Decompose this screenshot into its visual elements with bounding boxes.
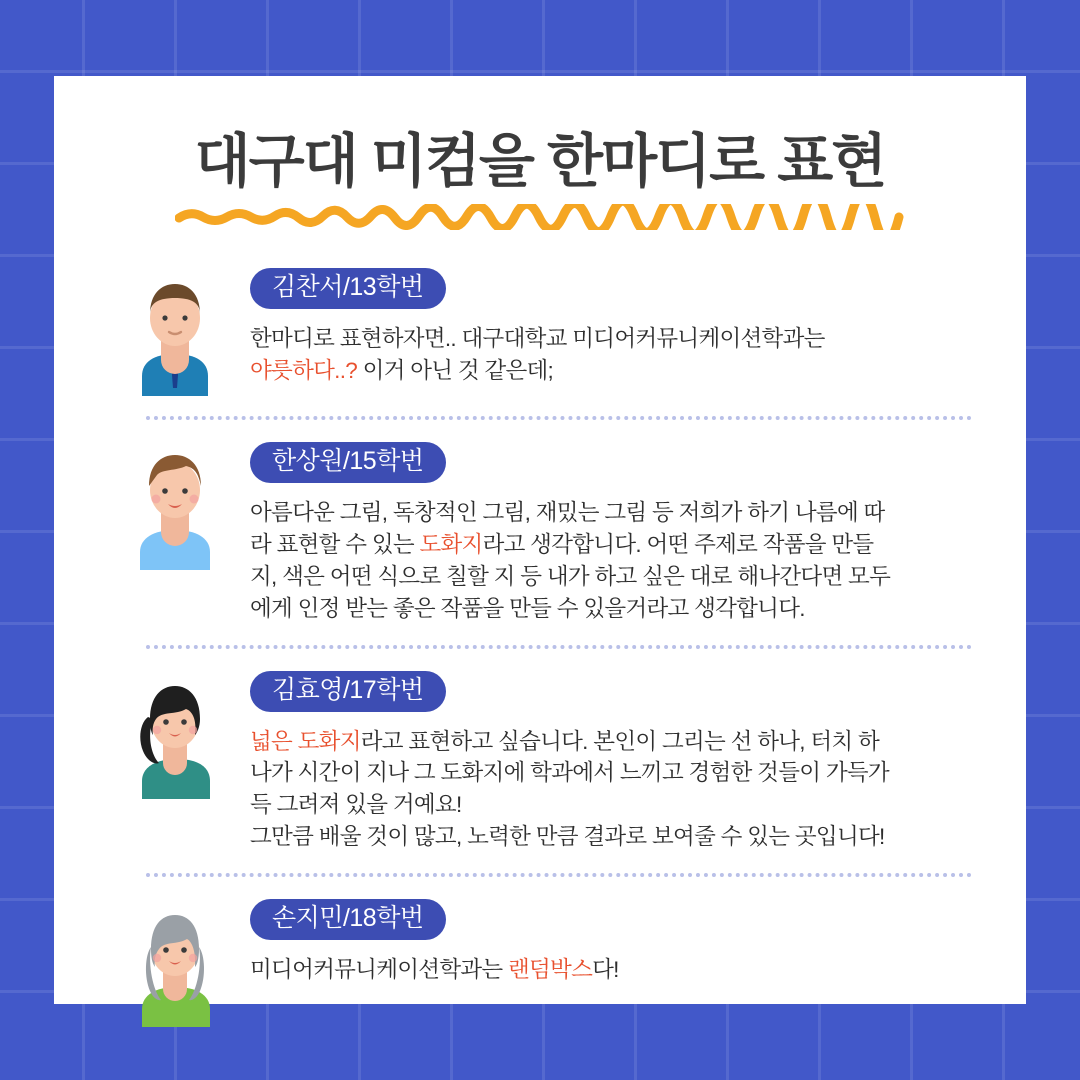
text-run: 미디어커뮤니케이션학과는 — [250, 957, 508, 983]
divider — [146, 873, 972, 877]
list-item — [100, 438, 986, 625]
text-run: 아름다운 그림, 독창적인 그림, 재밌는 그림 등 저희가 하기 나름에 따 — [250, 499, 885, 525]
divider — [146, 645, 972, 649]
text-run: 라고 표현하고 싶습니다. 본인이 그리는 선 하나, 터치 하 — [360, 728, 880, 754]
list-item — [100, 264, 986, 396]
text-run: 한마디로 표현하자면.. 대구대학교 미디어커뮤니케이션학과는 — [250, 325, 825, 351]
text-run: 다! — [592, 957, 619, 983]
divider — [146, 416, 972, 420]
text-run-highlight: 랜덤박스 — [507, 957, 593, 983]
avatar-female-black-hair-icon — [120, 673, 230, 799]
status-badge: 손지민/18학번 — [250, 899, 446, 940]
testimonial-body — [250, 438, 986, 625]
text-run: 그만큼 배울 것이 많고, 노력한 만큼 결과로 보여줄 수 있는 곳입니다! — [250, 824, 885, 850]
avatar — [100, 438, 250, 570]
avatar — [100, 895, 250, 1027]
testimonial-text — [250, 497, 986, 625]
text-run: 에게 인정 받는 좋은 작품을 만들 수 있을거라고 생각합니다. — [250, 595, 805, 621]
text-run: 득 그려져 있을 거예요! — [250, 792, 462, 818]
avatar — [100, 667, 250, 799]
testimonial-body — [250, 264, 986, 387]
text-run-highlight: 야릇하다..? — [250, 357, 358, 383]
status-badge: 김효영/17학번 — [250, 671, 446, 712]
text-run-highlight: 넓은 도화지 — [250, 728, 361, 754]
page-title: 대구대 미컴을 한마디로 표현 — [194, 129, 886, 194]
text-run: 라고 생각합니다. 어떤 주제로 작품을 만들 — [482, 531, 874, 557]
content-card — [54, 76, 1026, 1004]
testimonial-body — [250, 895, 986, 986]
text-run-highlight: 도화지 — [419, 531, 483, 557]
avatar-female-green-top-icon — [120, 901, 230, 1027]
text-run: 이거 아닌 것 같은데; — [357, 357, 554, 383]
testimonial-text — [250, 954, 986, 986]
testimonial-body — [250, 667, 986, 854]
avatar-male-blue-shirt-icon — [120, 444, 230, 570]
text-run: 라 표현할 수 있는 — [250, 531, 420, 557]
list-item — [100, 667, 986, 854]
status-badge: 김찬서/13학번 — [250, 268, 446, 309]
avatar — [100, 264, 250, 396]
avatar-male-suit-icon — [120, 270, 230, 396]
title-underline-squiggle — [175, 204, 905, 230]
testimonial-list — [54, 264, 1026, 1028]
testimonial-text — [250, 323, 986, 387]
status-badge: 한상원/15학번 — [250, 442, 446, 483]
text-run: 나가 시간이 지나 그 도화지에 학과에서 느끼고 경험한 것들이 가득가 — [250, 760, 889, 786]
list-item — [100, 895, 986, 1027]
title-area — [54, 76, 1026, 230]
testimonial-text — [250, 726, 986, 854]
text-run: 지, 색은 어떤 식으로 칠할 지 등 내가 하고 싶은 대로 해나간다면 모두 — [250, 563, 891, 589]
